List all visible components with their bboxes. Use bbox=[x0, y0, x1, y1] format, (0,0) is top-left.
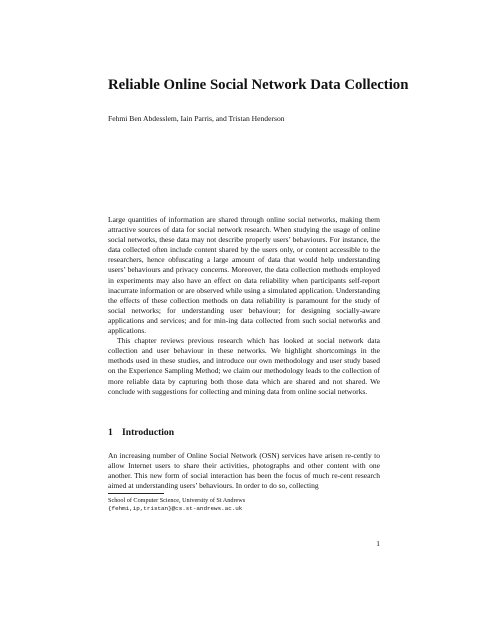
section-heading bbox=[108, 427, 380, 439]
footnote bbox=[108, 497, 380, 514]
abstract-paragraph-2: This chapter reviews previous research which has looked at social network data collection and user behaviour in these networks. We highlight shortcomings in the methods used in these studies, and introduce our own methodology and user study based on the Experience Sampling Method; we claim our methodology leads to the collection of more reliable data by capturing both those data which are shared and not shared. We conclude with suggestions for collecting and mining data from online social networks. bbox=[108, 336, 380, 396]
author-list: Fehmi Ben Abdesslem, Iain Parris, and Tristan Henderson bbox=[108, 114, 285, 123]
introduction-body bbox=[108, 451, 380, 491]
footnote-emails: {fehmi,ip,tristan}@cs.st-andrews.ac.uk bbox=[108, 505, 243, 513]
intro-paragraph: An increasing number of Online Social Network (OSN) services have arisen re-cently to allow Internet users to share their activities, photographs and other content with one another. This new form of social interaction has been the focus of much re-cent research aimed at understanding users’ behaviours. In order to do so, collecting bbox=[108, 451, 380, 491]
abstract bbox=[108, 215, 380, 397]
abstract-paragraph-1: Large quantities of information are shared through online social networks, making them attractive sources of data for social network research. When studying the usage of online social networks, these data may not describe properly users’ behaviours. For instance, the data collected often include content shared by the users only, or content accessible to the researchers, hence obfuscating a large amount of data that would help understanding users’ behaviours and privacy concerns. Moreover, the data collection methods employed in experiments may also have an effect on data reliability when participants self-report inacurrate information or are observed while using a simulated application. Understanding the effects of these collection methods on data reliability is paramount for the study of social networks; for understanding user behaviour; for designing socially-aware applications and services; and for min-ing data collected from such social networks and applications. bbox=[108, 215, 380, 336]
section-title: Introduction bbox=[122, 427, 175, 438]
section-number: 1 bbox=[108, 427, 113, 438]
footnote-rule bbox=[108, 493, 164, 494]
page-number: 1 bbox=[376, 539, 380, 548]
footnote-affiliation: School of Computer Science, University of St Andrews bbox=[108, 497, 246, 504]
paper-title: Reliable Online Social Network Data Collection bbox=[108, 77, 409, 93]
